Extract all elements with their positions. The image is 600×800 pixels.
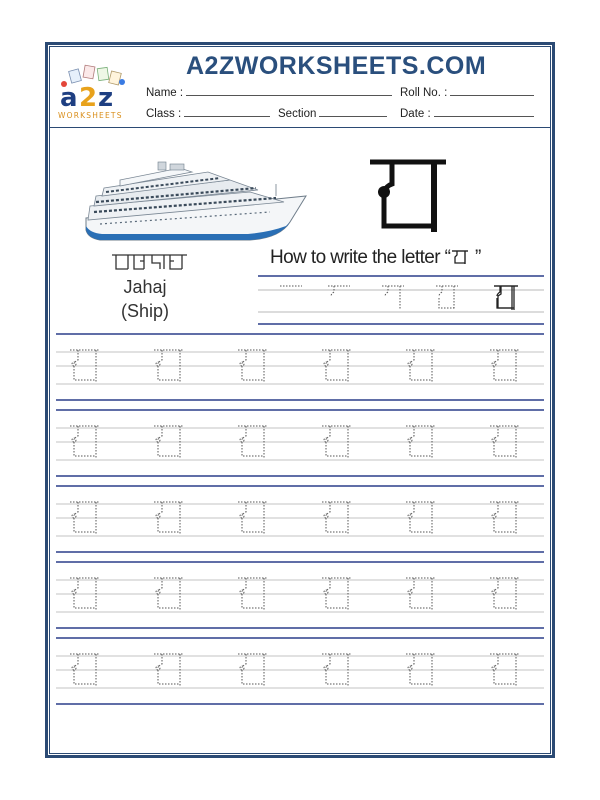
name-blank[interactable] (186, 85, 392, 96)
cruise-ship-image (80, 160, 308, 246)
practice-row (56, 562, 544, 628)
practice-row (56, 334, 544, 400)
svg-text:a: a (60, 83, 78, 113)
practice-row (56, 638, 544, 704)
date-blank[interactable] (434, 106, 534, 117)
large-letter-ja (368, 156, 448, 236)
date-label: Date : (400, 108, 431, 120)
date-field[interactable] (400, 106, 534, 120)
a2z-logo (52, 62, 136, 122)
word-roman: Jahaj (123, 277, 167, 297)
roll-field[interactable] (400, 85, 534, 99)
stroke-step-5 (494, 286, 518, 310)
practice-row (56, 410, 544, 476)
howto-suffix: ” (470, 247, 481, 268)
practice-area[interactable] (56, 332, 544, 712)
word-gurmukhi (112, 253, 187, 271)
stroke-order-area (258, 274, 544, 326)
svg-text:2: 2 (79, 83, 98, 113)
header-divider (50, 127, 550, 128)
howto-letter-icon (452, 249, 468, 265)
practice-row (56, 486, 544, 552)
section-field[interactable] (278, 106, 387, 120)
logo-wordmark: WORKSHEETS (58, 111, 123, 120)
stroke-step-2 (328, 286, 350, 296)
section-label: Section (278, 108, 317, 120)
site-title[interactable]: A2ZWORKSHEETS.COM (186, 52, 487, 80)
name-label: Name : (146, 87, 184, 99)
stroke-step-4 (436, 286, 458, 310)
howto-prefix: How to write the letter “ (270, 247, 451, 268)
roll-blank[interactable] (450, 85, 534, 96)
class-blank[interactable] (184, 106, 270, 117)
name-field[interactable] (146, 85, 392, 99)
class-label: Class : (146, 108, 182, 120)
word-meaning: (Ship) (120, 301, 169, 321)
howto-heading (270, 247, 481, 269)
stroke-step-3 (382, 286, 404, 310)
roll-label: Roll No. : (400, 87, 448, 99)
section-blank[interactable] (319, 106, 387, 117)
svg-text:z: z (98, 83, 114, 113)
class-field[interactable] (146, 106, 270, 120)
